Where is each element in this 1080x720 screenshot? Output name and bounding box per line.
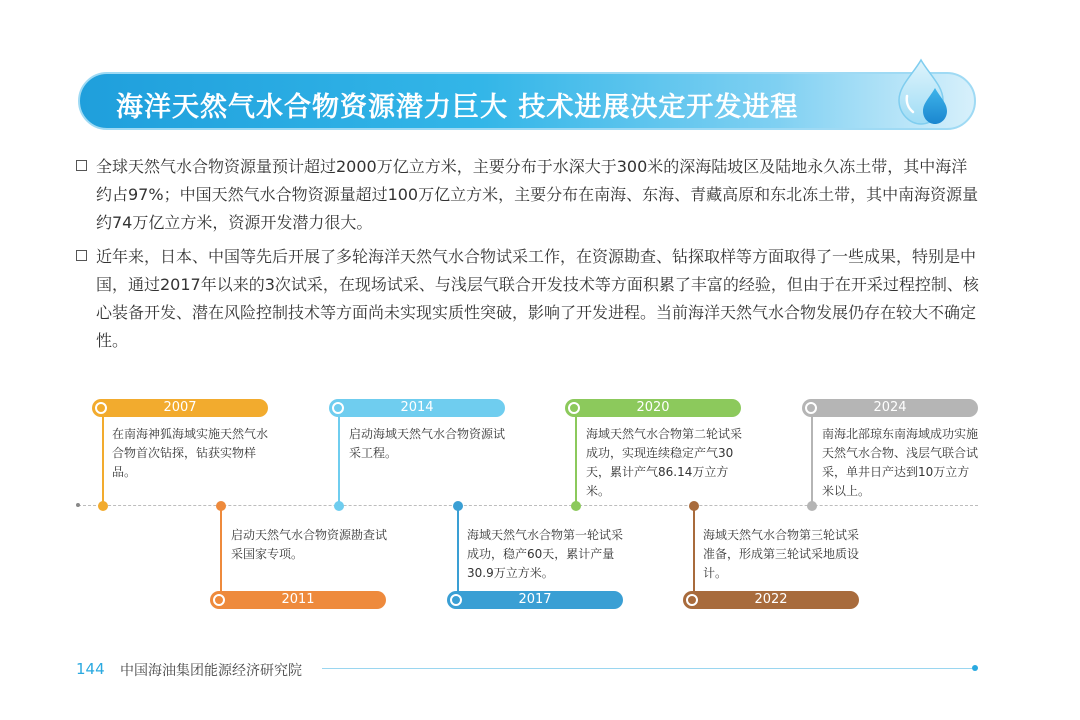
year-label: 2024: [873, 400, 907, 415]
timeline-event-text: 海域天然气水合物第三轮试采准备，形成第三轮试采地质设计。: [703, 528, 860, 580]
timeline-connector: [693, 506, 695, 592]
ring-icon: [686, 594, 698, 606]
year-label: 2011: [281, 592, 315, 607]
year-label: 2017: [518, 592, 552, 607]
year-label: 2022: [754, 592, 788, 607]
timeline-connector: [338, 417, 340, 505]
ring-icon: [213, 594, 225, 606]
timeline-year-2022: [683, 591, 859, 609]
timeline-connector: [457, 506, 459, 592]
timeline-event-text: 南海北部琼东南海域成功实施天然气水合物、浅层气联合试采，单井日产达到10万立方米以上。: [822, 427, 979, 498]
timeline-year-2020: [565, 399, 741, 417]
timeline-event-text: 在南海神狐海域实施天然气水合物首次钻探，钻获实物样品。: [112, 427, 269, 479]
timeline-node: [334, 501, 344, 511]
timeline-year-2024: [802, 399, 978, 417]
square-bullet-icon: [76, 160, 87, 171]
footer-rule: [322, 668, 972, 669]
paragraph-text: 近年来，日本、中国等先后开展了多轮海洋天然气水合物试采工作，在资源勘查、钻探取样等方面取得了一些成果，特别是中国，通过2017年以来的3次试采，在现场试采、与浅层气联合开发技术等方面积累了丰富的经验，但由于在开采过程控制、核心装备开发、潜在风险控制技术等方面尚未实现实质性突破，影响了开发进程。当前海洋天然气水合物发展仍存在较大不确定性。: [96, 247, 979, 350]
timeline-event-text: 海域天然气水合物第一轮试采成功，稳产60天，累计产量30.9万立方米。: [467, 528, 624, 580]
year-label: 2014: [400, 400, 434, 415]
timeline-node: [807, 501, 817, 511]
year-label: 2007: [163, 400, 197, 415]
organization-name: 中国海油集团能源经济研究院: [120, 663, 302, 679]
ring-icon: [95, 402, 107, 414]
title-banner: [78, 72, 976, 130]
water-drop-icon: [893, 58, 955, 128]
page-title: 海洋天然气水合物资源潜力巨大 技术进展决定开发进程: [116, 92, 799, 123]
ring-icon: [332, 402, 344, 414]
ring-icon: [805, 402, 817, 414]
paragraph-progress: [76, 243, 980, 355]
timeline-event-text: 海域天然气水合物第二轮试采成功，实现连续稳定产气30天，累计产气86.14万立方米。: [586, 427, 743, 498]
timeline-node: [571, 501, 581, 511]
footer-dot: [972, 665, 978, 671]
timeline-year-2007: [92, 399, 268, 417]
timeline-year-2017: [447, 591, 623, 609]
paragraph-text: 全球天然气水合物资源量预计超过2000万亿立方米，主要分布于水深大于300米的深海陆坡区及陆地永久冻土带，其中海洋约占97%；中国天然气水合物资源量超过100万亿立方米，主要分布在南海、东海、青藏高原和东北冻土带，其中南海资源量约74万亿立方米，资源开发潜力很大。: [96, 157, 979, 232]
paragraph-resources: [76, 153, 980, 237]
square-bullet-icon: [76, 250, 87, 261]
timeline-event-text: 启动天然气水合物资源勘查试采国家专项。: [231, 528, 388, 561]
timeline-connector: [575, 417, 577, 505]
timeline-start-dot: [76, 503, 80, 507]
timeline-year-2011: [210, 591, 386, 609]
timeline-axis: [78, 505, 978, 506]
ring-icon: [450, 594, 462, 606]
ring-icon: [568, 402, 580, 414]
timeline-year-2014: [329, 399, 505, 417]
timeline-node: [98, 501, 108, 511]
timeline-connector: [102, 417, 104, 505]
year-label: 2020: [636, 400, 670, 415]
timeline-connector: [220, 506, 222, 592]
timeline-event-text: 启动海域天然气水合物资源试采工程。: [349, 427, 506, 460]
page-number: 144: [76, 660, 105, 678]
timeline-connector: [811, 417, 813, 505]
